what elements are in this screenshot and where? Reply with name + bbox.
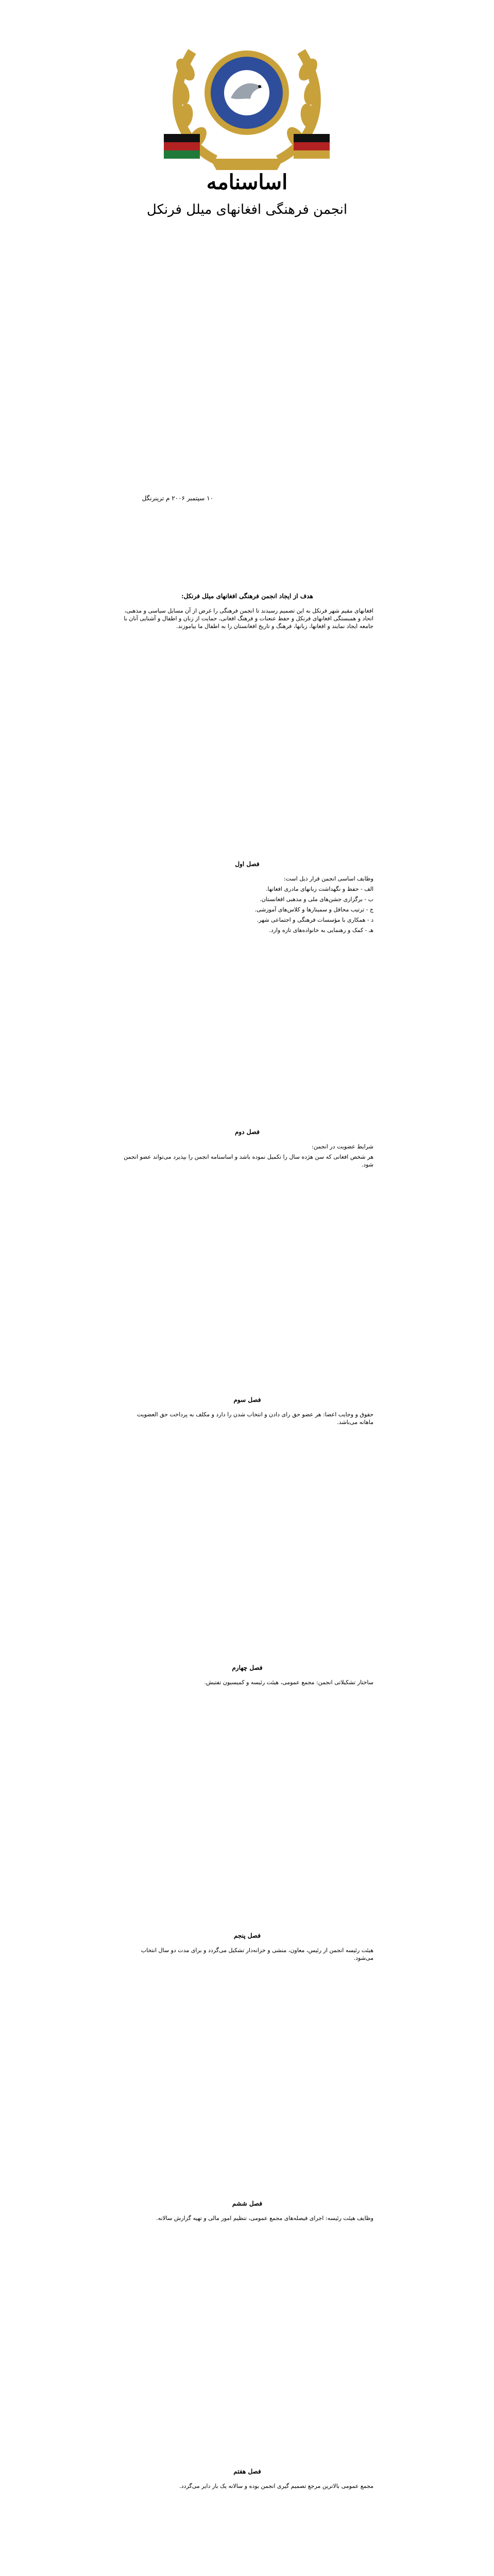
section-paragraph: هیئت رئیسه انجمن از رئیس، معاون، منشی و خزانه‌دار تشکیل می‌گردد و برای مدت دو سال انتخاب می‌شود. — [141, 1947, 373, 1961]
section-body — [121, 1143, 373, 1171]
section-body — [121, 1946, 373, 1964]
section-heading: فصل ششم — [232, 2200, 263, 2207]
section-heading: فصل هفتم — [233, 2468, 261, 2475]
section-paragraph: حقوق و وجایب اعضا: هر عضو حق رای دادن و انتخاب شدن را دارد و مکلف به پرداخت حق العضویت ماهانه می‌باشد. — [137, 1411, 373, 1426]
section-paragraph: وظایف اساسی انجمن قرار ذیل است: — [283, 875, 373, 882]
section-paragraph: وظایف هیئت رئیسه: اجرای فیصله‌های مجمع عمومی، تنظیم امور مالی و تهیه گزارش سالانه. — [156, 2215, 373, 2222]
section-heading: فصل دوم — [235, 1128, 260, 1136]
section-heading: فصل اول — [235, 860, 260, 868]
section-paragraph: د - همکاری با مؤسسات فرهنگی و اجتماعی شهر. — [257, 917, 373, 923]
document-date: ۱۰ سپتمبر ۲۰۰۶ م ترینرنگل — [142, 495, 213, 502]
organization-emblem-icon — [154, 21, 340, 175]
section-body — [121, 2482, 373, 2493]
section-paragraph: افغانهای مقیم شهر فرنکل به این تصمیم رسیدند تا انجمن فرهنگی را غرض از آن مسایل سیاسی و مذهبی، اتحاد و همبستگی افغانهای فرنکل و حفظ عنعنات و فرهنگ افغانی، حمایت از زنان و اطفال و آشنایی آنان با جامعه ایجاد نمایند و افغانها، زبانها، فرهنگ و تاریخ افغانستان را به اطفال ما بیاموزند. — [124, 607, 373, 630]
section-body — [121, 1679, 373, 1689]
section-paragraph: شرایط عضویت در انجمن: — [312, 1143, 373, 1150]
section-paragraph: هر شخص افغانی که سن هژده سال را تکمیل نموده باشد و اساسنامه انجمن را بپذیرد می‌تواند عضو انجمن شود. — [124, 1154, 373, 1168]
section-paragraph: مجمع عمومی بالاترین مرجع تصمیم گیری انجمن بوده و سالانه یک بار دایر می‌گردد. — [179, 2483, 373, 2489]
section-body — [121, 607, 373, 633]
section-paragraph: الف - حفظ و نگهداشت زبانهای مادری افغانها. — [266, 886, 373, 892]
section-paragraph: ب - برگزاری جشن‌های ملی و مذهبی افغانستان. — [260, 896, 373, 903]
section-heading: هدف از ایجاد انجمن فرهنگی افغانهای میلل فرنکل: — [181, 592, 313, 600]
section-heading: فصل سوم — [233, 1396, 261, 1403]
document-subtitle: انجمن فرهنگی افغانهای میلل فرنکل — [146, 202, 348, 217]
section-paragraph: هـ - کمک و رهنمایی به خانواده‌های تازه وارد. — [269, 927, 373, 934]
section-body — [121, 2214, 373, 2225]
section-paragraph: ج - ترتیب محافل و سمینارها و کلاس‌های آموزشی. — [254, 906, 373, 913]
section-body — [121, 1411, 373, 1429]
section-heading: فصل پنجم — [233, 1932, 261, 1939]
section-paragraph: ساختار تشکیلاتی انجمن: مجمع عمومی، هیئت رئیسه و کمیسیون تفتیش. — [204, 1679, 373, 1686]
section-body — [121, 875, 373, 937]
section-heading: فصل چهارم — [232, 1664, 263, 1671]
document-title: اساسنامه — [206, 170, 288, 194]
